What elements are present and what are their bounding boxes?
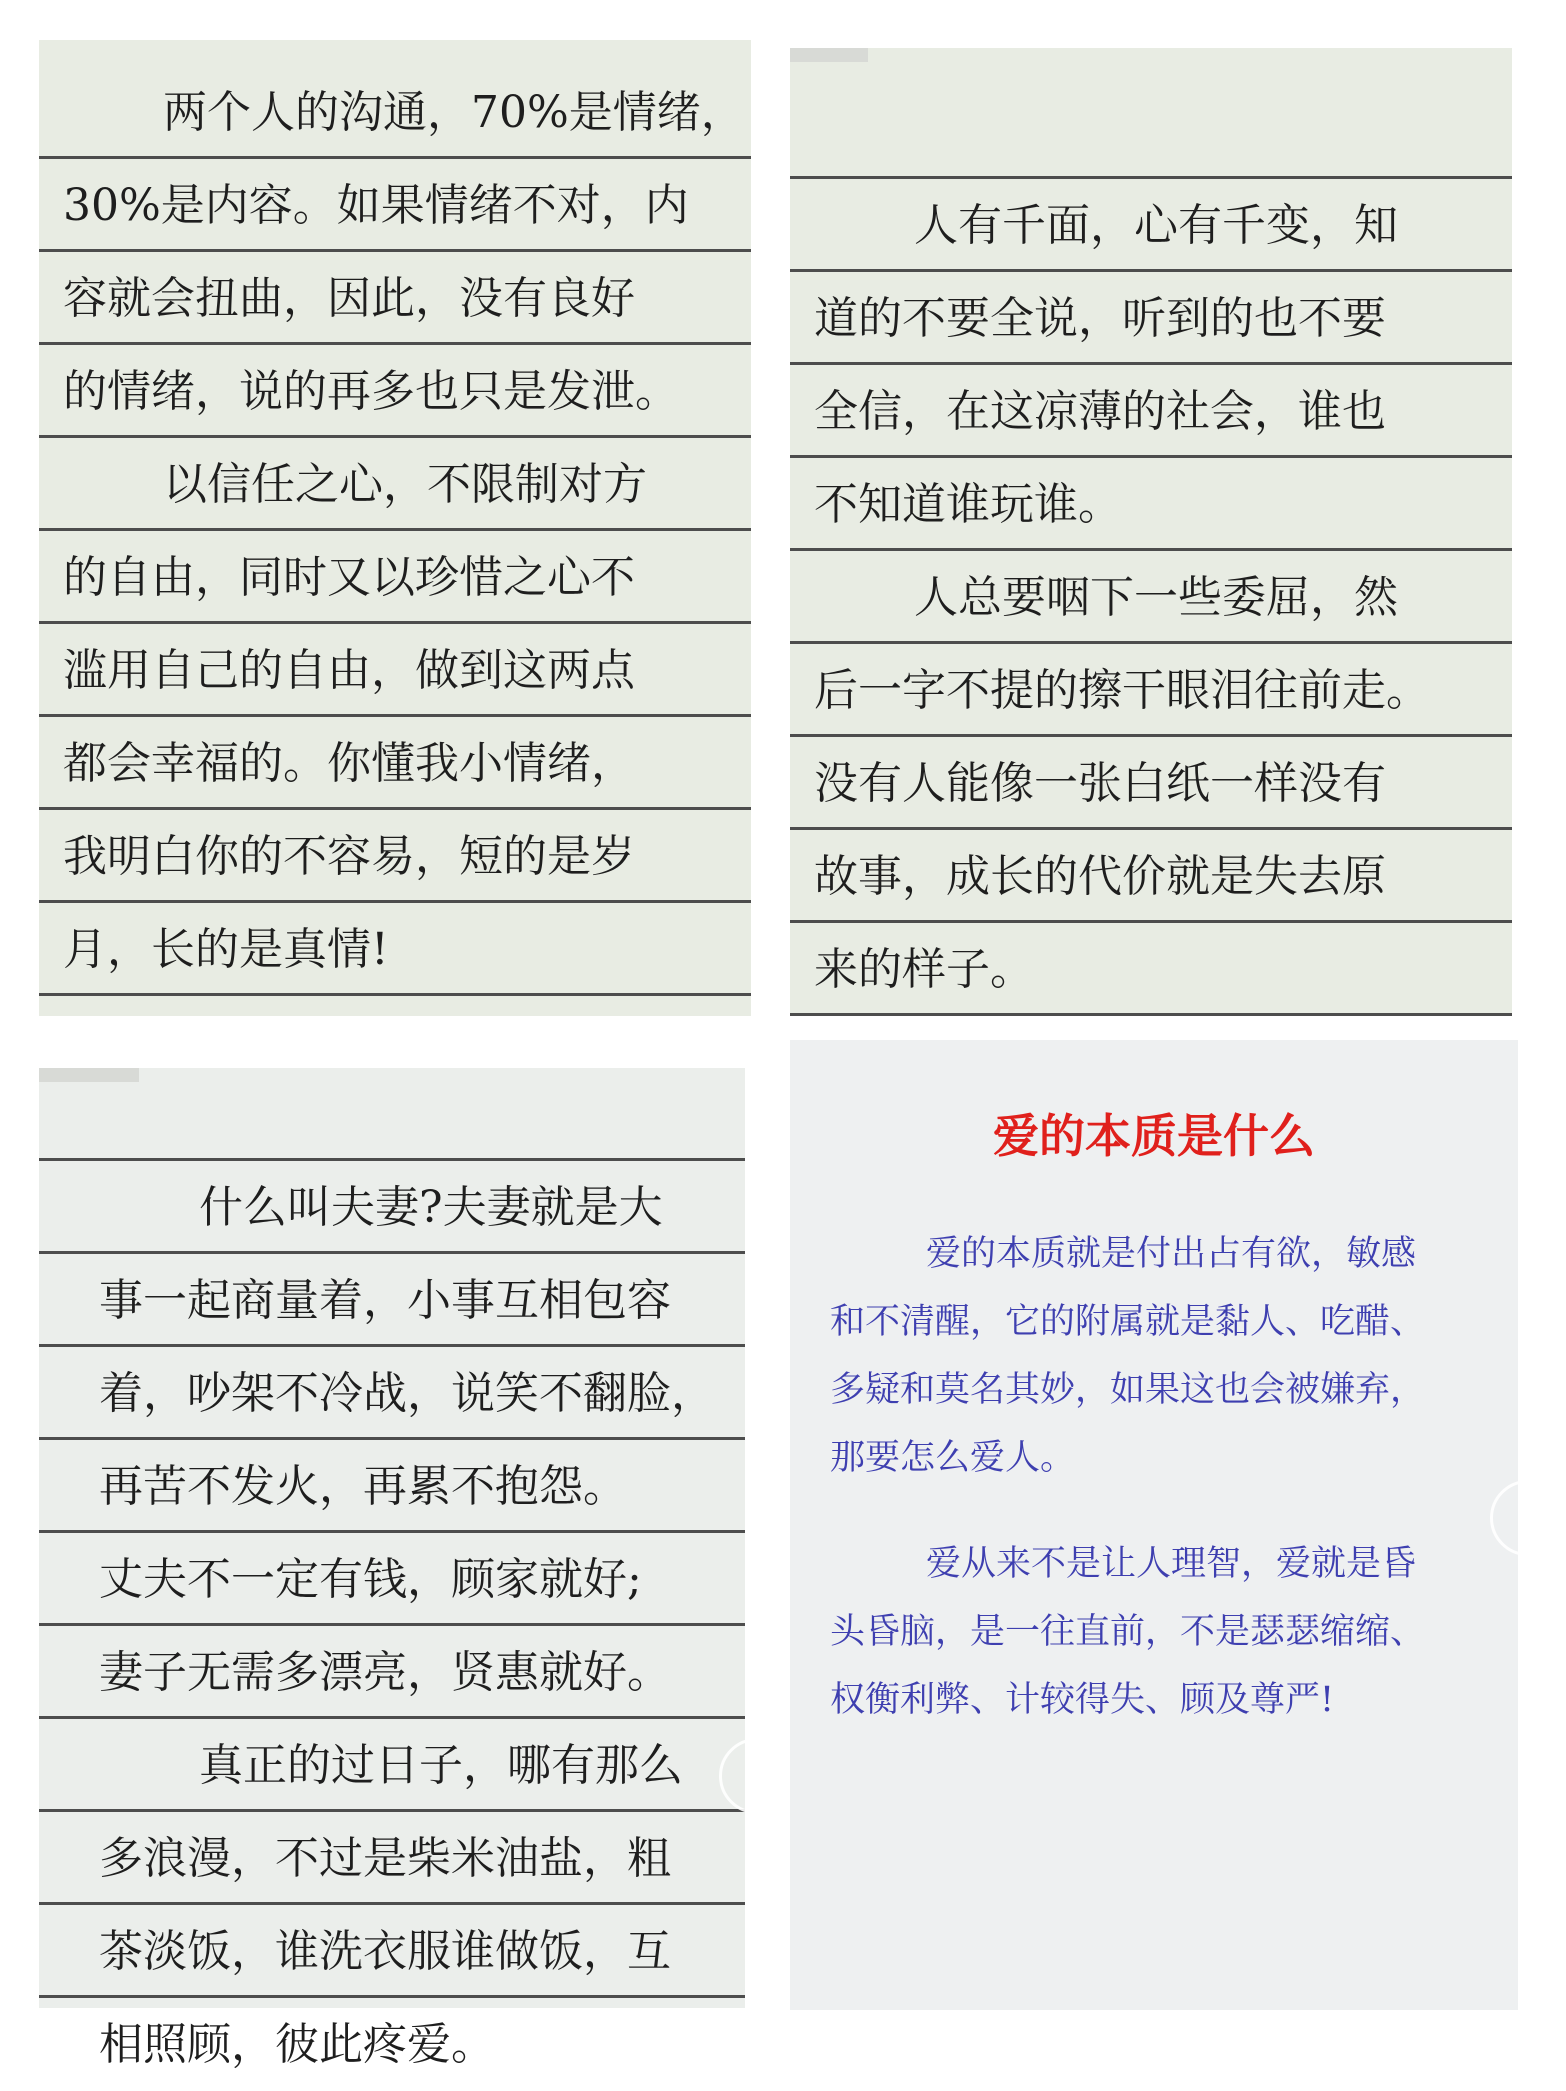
text-line: 的自由，同时又以珍惜之心不 (63, 552, 635, 603)
text-line: 茶淡饭，谁洗衣服谁做饭，互 (99, 1926, 671, 1977)
text-line: 妻子无需多漂亮，贤惠就好。 (99, 1647, 671, 1698)
text-line: 权衡利弊、计较得失、顾及尊严! (830, 1680, 1335, 1720)
text-line: 以信任之心，不限制对方 (163, 459, 647, 510)
text-line: 道的不要全说，听到的也不要 (814, 293, 1386, 344)
text-line: 全信，在这凉薄的社会，谁也 (814, 386, 1386, 437)
note-panel-marriage (39, 1068, 745, 2070)
page-edge-shadow (39, 1068, 139, 1082)
text-line: 没有人能像一张白纸一样没有 (814, 758, 1386, 809)
text-line: 我明白你的不容易，短的是岁 (63, 831, 635, 882)
text-line: 爱从来不是让人理智，爱就是昏 (926, 1544, 1417, 1584)
paragraph-2 (830, 1530, 1498, 1734)
text-line: 月，长的是真情! (63, 924, 389, 975)
text-line: 不知道谁玩谁。 (814, 479, 1122, 530)
text-line: 多浪漫，不过是柴米油盐，粗 (99, 1833, 671, 1884)
text-line: 再苦不发火，再累不抱怨。 (99, 1461, 627, 1512)
page-ring-decoration (719, 1738, 795, 1814)
text-line: 事一起商量着，小事互相包容 (99, 1275, 671, 1326)
text-line: 真正的过日子，哪有那么 (199, 1740, 683, 1791)
text-line: 来的样子。 (814, 944, 1034, 995)
panel-title: 爱的本质是什么 (993, 1109, 1315, 1163)
text-line: 那要怎么爱人。 (830, 1438, 1076, 1478)
text-line: 都会幸福的。你懂我小情绪， (63, 738, 635, 789)
text-line: 爱的本质就是付出占有欲，敏感 (926, 1234, 1417, 1274)
page-edge-shadow (790, 48, 868, 62)
text-line: 着，吵架不冷战，说笑不翻脸， (99, 1368, 715, 1419)
text-line: 人有千面，心有千变，知 (914, 200, 1398, 251)
text-line: 头昏脑，是一往直前，不是瑟瑟缩缩、 (830, 1612, 1426, 1652)
text-line: 两个人的沟通，70%是情绪， (163, 87, 745, 138)
text-line: 30%是内容。如果情绪不对，内 (63, 180, 689, 231)
text-line: 人总要咽下一些委屈，然 (914, 572, 1398, 623)
page-ring-decoration (1490, 1480, 1566, 1556)
note-panel-love (790, 1040, 1518, 2010)
text-line: 什么叫夫妻?夫妻就是大 (199, 1182, 663, 1233)
text-line: 相照顾，彼此疼爱。 (99, 2019, 495, 2070)
text-line: 后一字不提的擦干眼泪往前走。 (814, 665, 1430, 716)
note-panel-communication (39, 40, 751, 1016)
handwritten-text-block (63, 66, 745, 996)
text-line: 故事，成长的代价就是失去原 (814, 851, 1386, 902)
text-line: 滥用自己的自由，做到这两点 (63, 645, 635, 696)
handwritten-text-block (814, 179, 1496, 1016)
note-panel-human-nature (790, 48, 1512, 1016)
text-line: 多疑和莫名其妙，如果这也会被嫌弃， (830, 1370, 1426, 1410)
handwritten-text-block (99, 1161, 729, 2091)
paragraph-1 (830, 1220, 1498, 1492)
text-line: 容就会扭曲，因此，没有良好 (63, 273, 635, 324)
text-line: 的情绪，说的再多也只是发泄。 (63, 366, 679, 417)
text-line: 和不清醒，它的附属就是黏人、吃醋、 (830, 1302, 1426, 1342)
text-line: 丈夫不一定有钱，顾家就好; (99, 1554, 642, 1605)
